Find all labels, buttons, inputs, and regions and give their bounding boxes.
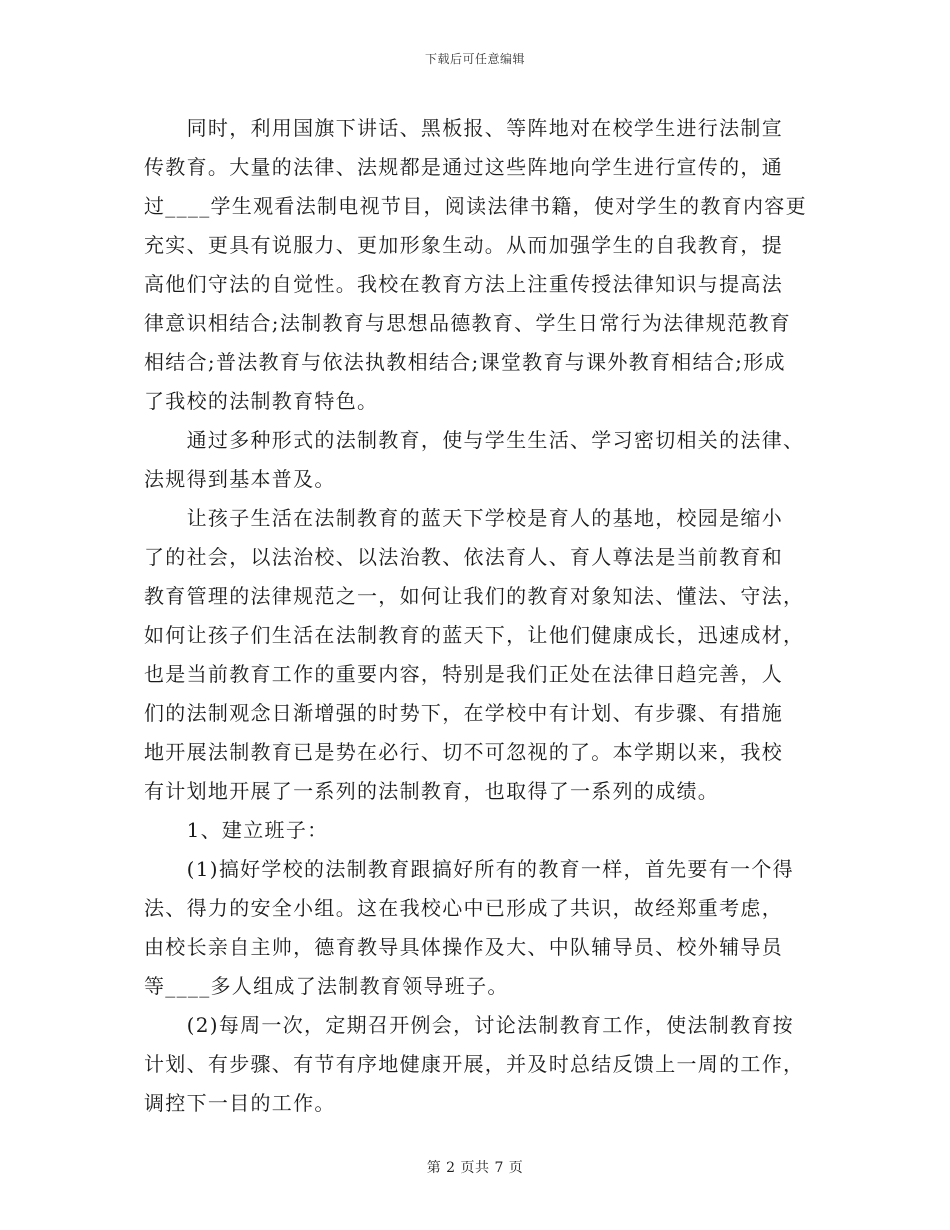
text-line: 有计划地开展了一系列的法制教育，也取得了一系列的成绩。 <box>144 779 720 803</box>
text-line: 充实、更具有说服力、更加形象生动。从而加强学生的自我教育，提 <box>144 233 783 257</box>
text-line: (1)搞好学校的法制教育跟搞好所有的教育一样，首先要有一个得 <box>144 857 794 881</box>
document-body <box>144 109 810 1123</box>
text-line: 通过多种形式的法制教育，使与学生生活、学习密切相关的法律、 <box>144 428 805 452</box>
text-line: (2)每周一次，定期召开例会，讨论法制教育工作，使法制教育按 <box>144 1013 794 1037</box>
text-line: 法规得到基本普及。 <box>144 467 336 491</box>
text-line: 等____多人组成了法制教育领导班子。 <box>144 974 509 998</box>
text-line: 同时，利用国旗下讲话、黑板报、等阵地对在校学生进行法制宣 <box>144 116 783 140</box>
text-line: 让孩子生活在法制教育的蓝天下学校是育人的基地，校园是缩小 <box>144 506 783 530</box>
page-header: 下载后可任意编辑 <box>424 52 525 66</box>
text-line: 传教育。大量的法律、法规都是通过这些阵地向学生进行宣传的，通 <box>144 155 783 179</box>
text-line: 们的法制观念日渐增强的时势下，在学校中有计划、有步骤、有措施 <box>144 701 783 725</box>
text-line: 过____学生观看法制电视节目，阅读法律书籍，使对学生的教育内容更 <box>144 194 807 218</box>
text-line: 律意识相结合;法制教育与思想品德教育、学生日常行为法律规范教育 <box>144 311 792 335</box>
page-number: 第 2 页共 7 页 <box>426 1160 524 1176</box>
text-line: 计划、有步骤、有节有序地健康开展，并及时总结反馈上一周的工作， <box>144 1052 805 1076</box>
text-line: 也是当前教育工作的重要内容，特别是我们正处在法律日趋完善，人 <box>144 662 783 686</box>
text-line: 1、建立班子： <box>144 818 329 842</box>
text-line: 法、得力的安全小组。这在我校心中已形成了共识，故经郑重考虑， <box>144 896 783 920</box>
text-line: 由校长亲自主帅，德育教导具体操作及大、中队辅导员、校外辅导员 <box>144 935 783 959</box>
text-line: 了我校的法制教育特色。 <box>144 389 379 413</box>
text-line: 地开展法制教育已是势在必行、切不可忽视的了。本学期以来，我校 <box>144 740 783 764</box>
text-line: 高他们守法的自觉性。我校在教育方法上注重传授法律知识与提高法 <box>144 272 783 296</box>
text-line: 相结合;普法教育与依法执教相结合;课堂教育与课外教育相结合;形成 <box>144 350 786 374</box>
text-line: 调控下一目的工作。 <box>144 1091 336 1115</box>
text-line: 了的社会，以法治校、以法治教、依法育人、育人尊法是当前教育和 <box>144 545 783 569</box>
text-line: 如何让孩子们生活在法制教育的蓝天下，让他们健康成长，迅速成材， <box>144 623 805 647</box>
text-line: 教育管理的法律规范之一，如何让我们的教育对象知法、懂法、守法， <box>144 584 805 608</box>
